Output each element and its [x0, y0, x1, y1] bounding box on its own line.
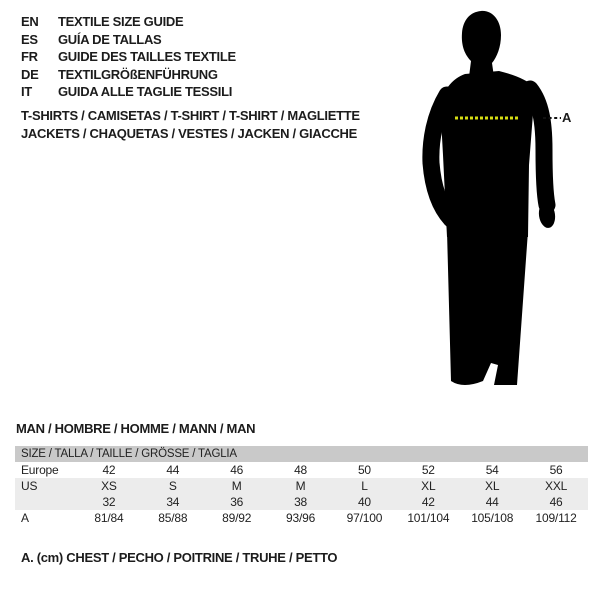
size-cell: 109/112 — [535, 511, 577, 525]
size-cell: 101/104 — [407, 511, 450, 525]
table-row-europe — [15, 462, 588, 478]
size-cell: 54 — [485, 463, 499, 477]
size-cell: 50 — [357, 463, 371, 477]
language-code: ES — [21, 31, 38, 47]
size-cell: 105/108 — [471, 511, 514, 525]
size-cell: 52 — [421, 463, 435, 477]
size-cell: 46 — [230, 463, 244, 477]
language-title: TEXTILE SIZE GUIDE — [58, 14, 184, 30]
size-cell: 48 — [294, 463, 308, 477]
size-table — [15, 446, 588, 526]
row-label: A — [21, 511, 29, 525]
language-code: EN — [21, 14, 39, 30]
measurement-note: A. (cm) CHEST / PECHO / POITRINE / TRUHE / PETTO — [21, 550, 338, 565]
size-table-header: SIZE / TALLA / TAILLE / GRÖSSE / TAGLIA — [15, 446, 588, 462]
gender-label: MAN / HOMBRE / HOMME / MANN / MAN — [16, 421, 256, 436]
category-line-jackets: JACKETS / CHAQUETAS / VESTES / JACKEN / GIACCHE — [21, 126, 357, 141]
language-code: IT — [21, 84, 32, 100]
table-row-us — [15, 478, 588, 494]
size-cell: 56 — [549, 463, 563, 477]
category-line-tshirts: T-SHIRTS / CAMISETAS / T-SHIRT / T-SHIRT / MAGLIETTE — [21, 108, 360, 123]
measurement-label-a: A — [562, 110, 572, 125]
man-silhouette — [395, 5, 580, 395]
size-cell: M — [231, 479, 242, 493]
size-cell: 34 — [166, 495, 180, 509]
language-row — [21, 13, 236, 31]
language-title: TEXTILGRÖßENFÜHRUNG — [58, 66, 218, 82]
size-cell: M — [295, 479, 306, 493]
size-cell: 44 — [485, 495, 499, 509]
size-cell: XL — [421, 479, 436, 493]
language-row — [21, 83, 236, 101]
size-cell: 42 — [102, 463, 116, 477]
language-code: FR — [21, 49, 38, 65]
size-cell: XL — [485, 479, 500, 493]
size-cell: S — [168, 479, 177, 493]
size-cell: 32 — [102, 495, 116, 509]
size-cell: 85/88 — [158, 511, 188, 525]
size-cell: 93/96 — [286, 511, 316, 525]
language-row — [21, 48, 236, 66]
language-title-list — [21, 13, 236, 101]
size-cell: 44 — [166, 463, 180, 477]
row-label: Europe — [21, 463, 59, 477]
man-silhouette-figure — [395, 5, 580, 395]
language-row — [21, 31, 236, 49]
size-cell: XS — [101, 479, 117, 493]
language-title: GUIDE DES TAILLES TEXTILE — [58, 49, 236, 65]
category-list — [21, 107, 360, 143]
size-cell: 89/92 — [222, 511, 252, 525]
size-cell: XXL — [545, 479, 568, 493]
size-cell: L — [361, 479, 368, 493]
row-label: US — [21, 479, 38, 493]
size-cell: 42 — [421, 495, 435, 509]
language-code: DE — [21, 66, 39, 82]
language-row — [21, 66, 236, 84]
table-row-alt-size — [15, 494, 588, 510]
size-cell: 81/84 — [94, 511, 124, 525]
size-cell: 46 — [549, 495, 563, 509]
table-row-chest-a — [15, 510, 588, 526]
size-cell: 38 — [294, 495, 308, 509]
language-title: GUIDA ALLE TAGLIE TESSILI — [58, 84, 233, 100]
size-cell: 97/100 — [346, 511, 383, 525]
language-title: GUÍA DE TALLAS — [58, 31, 162, 47]
size-cell: 40 — [357, 495, 371, 509]
size-cell: 36 — [230, 495, 244, 509]
